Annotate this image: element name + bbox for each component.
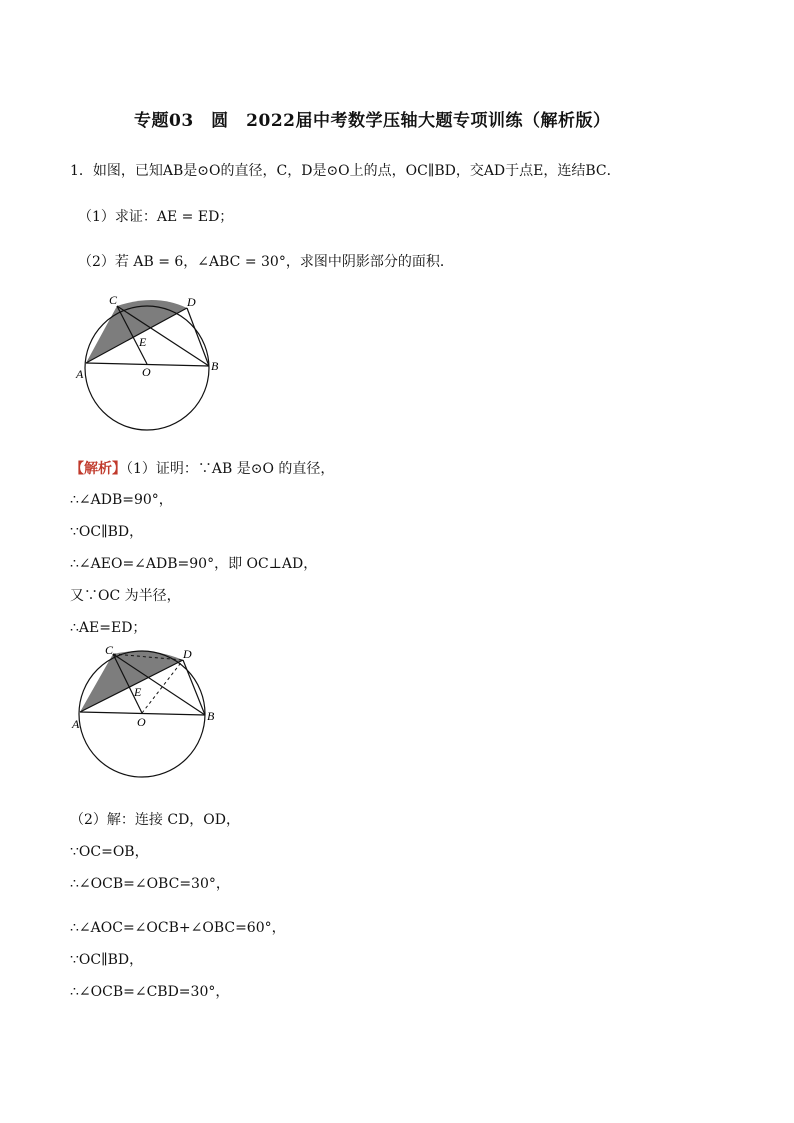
solution-step: ∵OC∥BD，	[70, 952, 144, 968]
solution-part2-head: （2）解：连接 CD，OD，	[70, 812, 240, 828]
shaded-region	[80, 651, 183, 712]
solution-step: ∴∠AEO=∠ADB=90°，即 OC⊥AD，	[70, 556, 318, 572]
label-b: B	[207, 709, 215, 723]
solution-header	[70, 458, 334, 478]
solution-step: ∵OC=OB，	[70, 844, 149, 860]
label-e: E	[139, 335, 147, 349]
figure-1-diagram	[70, 290, 240, 440]
solution-step: ∴∠ADB=90°，	[70, 492, 173, 508]
solution-step: ∴AE=ED；	[70, 620, 147, 636]
label-c: C	[105, 643, 114, 657]
problem-statement: 1．如图，已知AB是⊙O的直径，C，D是⊙O上的点，OC∥BD，交AD于点E，连结BC．	[70, 163, 621, 179]
segment-bd	[183, 660, 205, 715]
solution-step: ∴∠OCB=∠OBC=30°，	[70, 876, 230, 892]
label-o: O	[142, 365, 151, 379]
label-c: C	[109, 293, 118, 307]
shaded-region	[86, 300, 187, 363]
label-b: B	[211, 359, 219, 373]
figure-2-diagram	[70, 642, 240, 792]
label-d: D	[187, 295, 196, 309]
solution-part1-head: （1）证明：∵AB 是⊙O 的直径，	[126, 461, 335, 477]
label-o: O	[137, 715, 146, 729]
solution-step: 又∵OC 为半径，	[70, 588, 181, 604]
solution-tag: 【解析】	[70, 461, 126, 477]
solution-step: ∴∠AOC=∠OCB+∠OBC=60°，	[70, 920, 286, 936]
problem-part1: （1）求证：AE = ED；	[78, 209, 234, 225]
label-a: A	[72, 717, 80, 731]
label-d: D	[183, 647, 192, 661]
label-a: A	[76, 367, 84, 381]
problem-part2: （2）若 AB = 6，∠ABC = 30°，求图中阴影部分的面积．	[78, 254, 454, 270]
segment-bd	[187, 308, 209, 366]
solution-step: ∵OC∥BD，	[70, 524, 144, 540]
label-e: E	[134, 685, 142, 699]
solution-step: ∴∠OCB=∠CBD=30°，	[70, 984, 230, 1000]
page-title: 专题03 圆 2022届中考数学压轴大题专项训练（解析版）	[134, 111, 611, 131]
